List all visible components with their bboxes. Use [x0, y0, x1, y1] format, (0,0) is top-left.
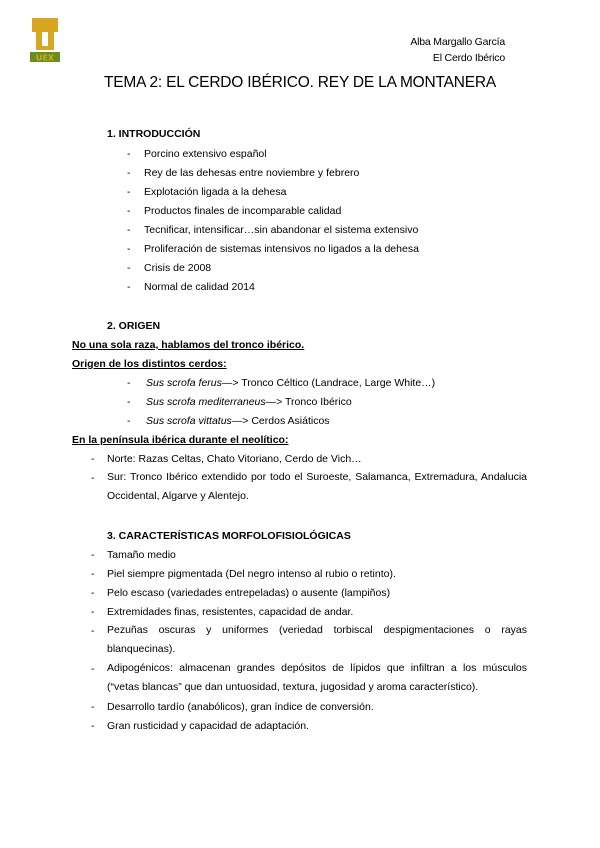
subheading-origen-cerdos: Origen de los distintos cerdos:: [72, 358, 227, 370]
logo-text: UEX: [35, 53, 55, 62]
page-title: TEMA 2: EL CERDO IBÉRICO. REY DE LA MONTANERA: [103, 74, 497, 91]
list-item: Explotación ligada a la dehesa: [144, 186, 287, 198]
header-subject: El Cerdo Ibérico: [432, 52, 505, 64]
list-item: Adipogénicos: almacenan grandes depósitos de lípidos que infiltran a los músculos (“vetas blancas” que dan untuosidad, textura, jugosidad y aroma característico).: [107, 662, 527, 693]
origin-desc: —> Tronco Ibérico: [265, 396, 352, 408]
list-item: Pezuñas oscuras y uniformes (veriedad torbiscal despigmentaciones o rayas blanquecinas).: [107, 624, 527, 655]
section-heading-origen: 2. ORIGEN: [107, 320, 161, 332]
section-heading-caracteristicas: 3. CARACTERÍSTICAS MORFOLOFISIOLÓGICAS: [107, 530, 351, 542]
section-heading-introduccion: 1. INTRODUCCIÓN: [107, 128, 201, 140]
university-logo: [30, 16, 60, 62]
list-item: Porcino extensivo español: [144, 148, 267, 160]
list-item: Extremidades finas, resistentes, capacidad de andar.: [107, 606, 354, 618]
list-item: Desarrollo tardío (anabólicos), gran índice de conversión.: [107, 701, 374, 713]
list-item: Gran rusticidad y capacidad de adaptación.: [107, 720, 309, 732]
origin-item: [146, 377, 435, 389]
origin-item: [146, 396, 352, 408]
species-name: Sus scrofa mediterraneus: [146, 396, 266, 408]
list-item: Normal de calidad 2014: [144, 281, 255, 293]
list-item: Proliferación de sistemas intensivos no ligados a la dehesa: [144, 243, 419, 255]
origin-desc: —> Tronco Céltico (Landrace, Large White…): [221, 377, 436, 389]
list-item: Rey de las dehesas entre noviembre y febrero: [144, 167, 360, 179]
species-name: Sus scrofa ferus: [146, 377, 222, 389]
list-item: Piel siempre pigmentada (Del negro intenso al rubio o retinto).: [107, 568, 396, 580]
species-name: Sus scrofa vittatus: [146, 415, 232, 427]
list-item: Tamaño medio: [107, 549, 176, 561]
list-item: Pelo escaso (variedades entrepeladas) o ausente (lampiños): [107, 587, 391, 599]
list-item: Tecnificar, intensificar…sin abandonar el sistema extensivo: [144, 224, 419, 236]
origin-desc: —> Cerdos Asiáticos: [231, 415, 330, 427]
origin-item: [146, 415, 330, 427]
subheading-tronco-iberico: No una sola raza, hablamos del tronco ibérico.: [72, 339, 305, 351]
list-item: Norte: Razas Celtas, Chato Vitoriano, Cerdo de Vich…: [107, 453, 362, 465]
list-item: Sur: Tronco Ibérico extendido por todo el Suroeste, Salamanca, Extremadura, Andalucia Occidental, Algarve y Alentejo.: [107, 471, 527, 502]
header-author: Alba Margallo García: [410, 36, 505, 48]
list-item: Crisis de 2008: [144, 262, 212, 274]
list-item: Productos finales de incomparable calidad: [144, 205, 342, 217]
subheading-neolitico: En la península ibérica durante el neolítico:: [72, 434, 289, 446]
